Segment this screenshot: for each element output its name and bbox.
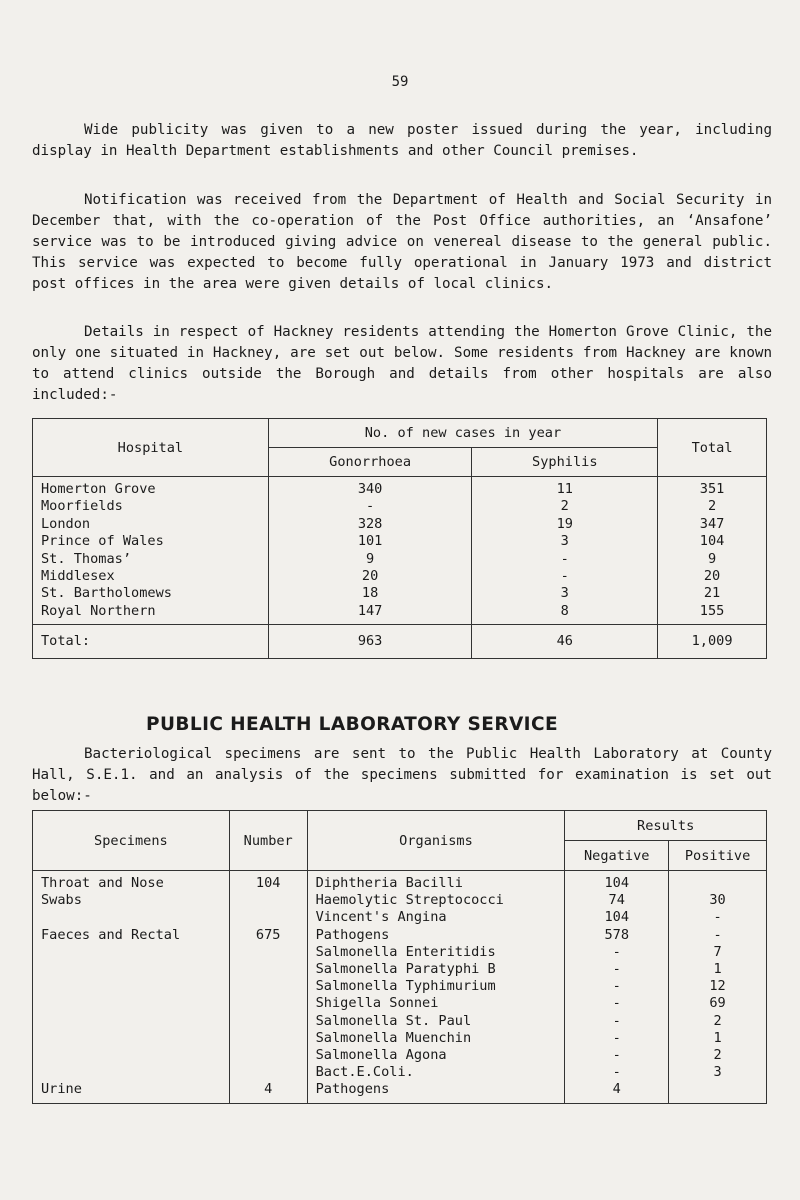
clinic-cases-table	[32, 418, 767, 659]
blank-line	[41, 978, 221, 995]
total-column	[658, 477, 767, 625]
lab-specimens-table	[32, 810, 767, 1104]
blank-line	[238, 961, 299, 978]
paragraph-ansafone-service: Notification was received from the Department of Health and Social Security in December that, with the co-operation of the Post Office authorities, an ‘Ansafone’ service was to be introduced giving advice on venereal disease to the general public. This service was expected to become fully operational in January 1973 and district post offices in the area were given details of local clinics.	[32, 192, 772, 292]
blank-line	[238, 1013, 299, 1030]
header-gonorrhoea: Gonorrhoea	[268, 448, 472, 477]
header-results: Results	[565, 811, 767, 841]
header-negative: Negative	[565, 841, 669, 871]
positive-count: 69	[709, 995, 726, 1012]
organism-name: Pathogens	[315, 1081, 390, 1098]
hospital-name: St. Bartholomews	[41, 585, 172, 602]
negative-count: -	[612, 943, 621, 960]
negative-count: -	[612, 1012, 621, 1029]
total-count: 104	[699, 533, 725, 550]
positive-count: 30	[709, 892, 726, 909]
total-count: 155	[699, 602, 725, 619]
total-row	[33, 625, 767, 659]
gonorrhoea-count: 340	[357, 481, 383, 497]
specimen-number: 675	[255, 926, 281, 943]
total-count: 21	[703, 585, 721, 602]
syphilis-count: 3	[560, 533, 569, 550]
hospital-name: Royal Northern	[41, 602, 156, 619]
blank-line	[238, 978, 299, 995]
specimen-number: 104	[255, 875, 281, 891]
negative-count: 74	[608, 892, 625, 909]
negative-count: 104	[604, 909, 630, 926]
gonorrhoea-count: 147	[357, 602, 383, 619]
header-number: Number	[229, 811, 307, 871]
total-syphilis: 46	[472, 625, 658, 659]
gonorrhoea-count: 9	[366, 550, 375, 567]
page-number: 59	[391, 74, 409, 90]
syphilis-count: 8	[560, 602, 569, 619]
positive-count: -	[713, 909, 722, 926]
negative-count: -	[612, 961, 621, 978]
negative-count: -	[612, 1064, 621, 1081]
blank-line	[41, 1013, 221, 1030]
blank-line	[238, 944, 299, 961]
positive-count: 7	[713, 943, 722, 960]
positive-count: 12	[709, 978, 726, 995]
syphilis-count: 3	[560, 585, 569, 602]
number-column	[229, 871, 307, 1104]
negative-count: 104	[604, 875, 630, 891]
total-count: 2	[707, 498, 717, 515]
total-gonorrhoea: 963	[268, 625, 472, 659]
blank-line	[41, 909, 221, 926]
gonorrhoea-count: 328	[357, 515, 383, 532]
specimen-name: Swabs	[41, 892, 82, 909]
negative-count: -	[612, 995, 621, 1012]
clinic-body-row	[33, 477, 767, 625]
gonorrhoea-count: 18	[361, 585, 379, 602]
organism-name: Salmonella St. Paul	[315, 1012, 472, 1029]
negative-count: -	[612, 1047, 621, 1064]
hospital-name: Middlesex	[41, 568, 115, 585]
hospital-name: Prince of Wales	[41, 533, 164, 550]
syphilis-count: -	[560, 568, 569, 585]
positive-count	[677, 875, 758, 892]
organism-name: Bact.E.Coli.	[315, 1064, 414, 1081]
organism-name: Salmonella Enteritidis	[315, 943, 496, 960]
syphilis-count: 11	[556, 481, 573, 497]
header-syphilis: Syphilis	[472, 448, 658, 477]
total-count: 347	[699, 515, 725, 532]
gonorrhoea-count: -	[366, 498, 375, 515]
gonorrhoea-count: 101	[357, 533, 383, 550]
positive-count	[677, 1081, 758, 1098]
positive-count: 2	[713, 1012, 722, 1029]
blank-line	[41, 961, 221, 978]
blank-line	[41, 1030, 221, 1047]
paragraph-clinic-details: Details in respect of Hackney residents attending the Homerton Grove Clinic, the only one situated in Hackney, are set out below. Some residents from Hackney are known to attend clinics outside the Borough and details from other hospitals are also included:-	[32, 324, 772, 403]
hospital-name: London	[41, 515, 91, 532]
gonorrhoea-count: 20	[361, 568, 379, 585]
total-count: 20	[703, 568, 721, 585]
positive-column	[669, 871, 767, 1104]
specimen-number: 4	[264, 1081, 273, 1098]
organisms-column	[307, 871, 565, 1104]
positive-count: 1	[713, 961, 722, 978]
syphilis-count: 19	[556, 515, 573, 532]
lab-body-row	[33, 871, 767, 1104]
blank-line	[238, 1030, 299, 1047]
blank-line	[41, 944, 221, 961]
hospital-name: St. Thomas’	[41, 550, 132, 567]
header-specimens: Specimens	[33, 811, 230, 871]
organism-name: Salmonella Paratyphi B	[315, 961, 496, 978]
negative-count: -	[612, 1029, 621, 1046]
header-new-cases: No. of new cases in year	[268, 419, 657, 448]
blank-line	[238, 1047, 299, 1064]
syphilis-count: 2	[560, 498, 569, 515]
total-count: 351	[699, 481, 725, 497]
blank-line	[238, 892, 299, 909]
specimen-name: Throat and Nose	[41, 875, 164, 891]
positive-count: 3	[713, 1064, 722, 1081]
specimen-name: Faeces and Rectal	[41, 926, 181, 943]
paragraph-poster-publicity: Wide publicity was given to a new poster issued during the year, including display in Health Department establishments and other Council premises.	[32, 122, 772, 159]
syphilis-column	[472, 477, 658, 625]
organism-name: Shigella Sonnei	[315, 995, 439, 1012]
positive-count: 1	[713, 1029, 722, 1046]
positive-count: -	[713, 926, 722, 943]
hospital-name: Homerton Grove	[41, 481, 156, 497]
blank-line	[238, 909, 299, 926]
paragraph-lab-specimens: Bacteriological specimens are sent to the Public Health Laboratory at County Hall, S.E.1. and an analysis of the specimens submitted for examination is set out below:-	[32, 746, 772, 804]
negative-count: 4	[612, 1081, 621, 1098]
gonorrhoea-column	[268, 477, 472, 625]
total-all: 1,009	[658, 625, 767, 659]
organism-name: Pathogens	[315, 926, 390, 943]
organism-name: Salmonella Agona	[315, 1047, 447, 1064]
total-count: 9	[707, 550, 717, 567]
organism-name: Salmonella Muenchin	[315, 1029, 472, 1046]
organism-name: Diphtheria Bacilli	[315, 875, 463, 891]
section-heading: PUBLIC HEALTH LABORATORY SERVICE	[146, 714, 558, 735]
negative-count: -	[612, 978, 621, 995]
blank-line	[238, 995, 299, 1012]
blank-line	[238, 1064, 299, 1081]
header-total: Total	[658, 419, 767, 477]
specimen-name: Urine	[41, 1081, 82, 1098]
hospital-column	[33, 477, 269, 625]
organism-name: Salmonella Typhimurium	[315, 978, 496, 995]
organism-name: Vincent's Angina	[315, 909, 447, 926]
blank-line	[41, 1064, 221, 1081]
organism-name: Haemolytic Streptococci	[315, 892, 504, 909]
blank-line	[41, 1047, 221, 1064]
negative-column	[565, 871, 669, 1104]
syphilis-count: -	[560, 550, 569, 567]
negative-count: 578	[604, 926, 630, 943]
blank-line	[41, 995, 221, 1012]
header-hospital: Hospital	[33, 419, 269, 477]
positive-count: 2	[713, 1047, 722, 1064]
header-organisms: Organisms	[307, 811, 565, 871]
specimens-column	[33, 871, 230, 1104]
hospital-name: Moorfields	[41, 498, 123, 515]
total-label: Total:	[33, 625, 269, 659]
header-positive: Positive	[669, 841, 767, 871]
